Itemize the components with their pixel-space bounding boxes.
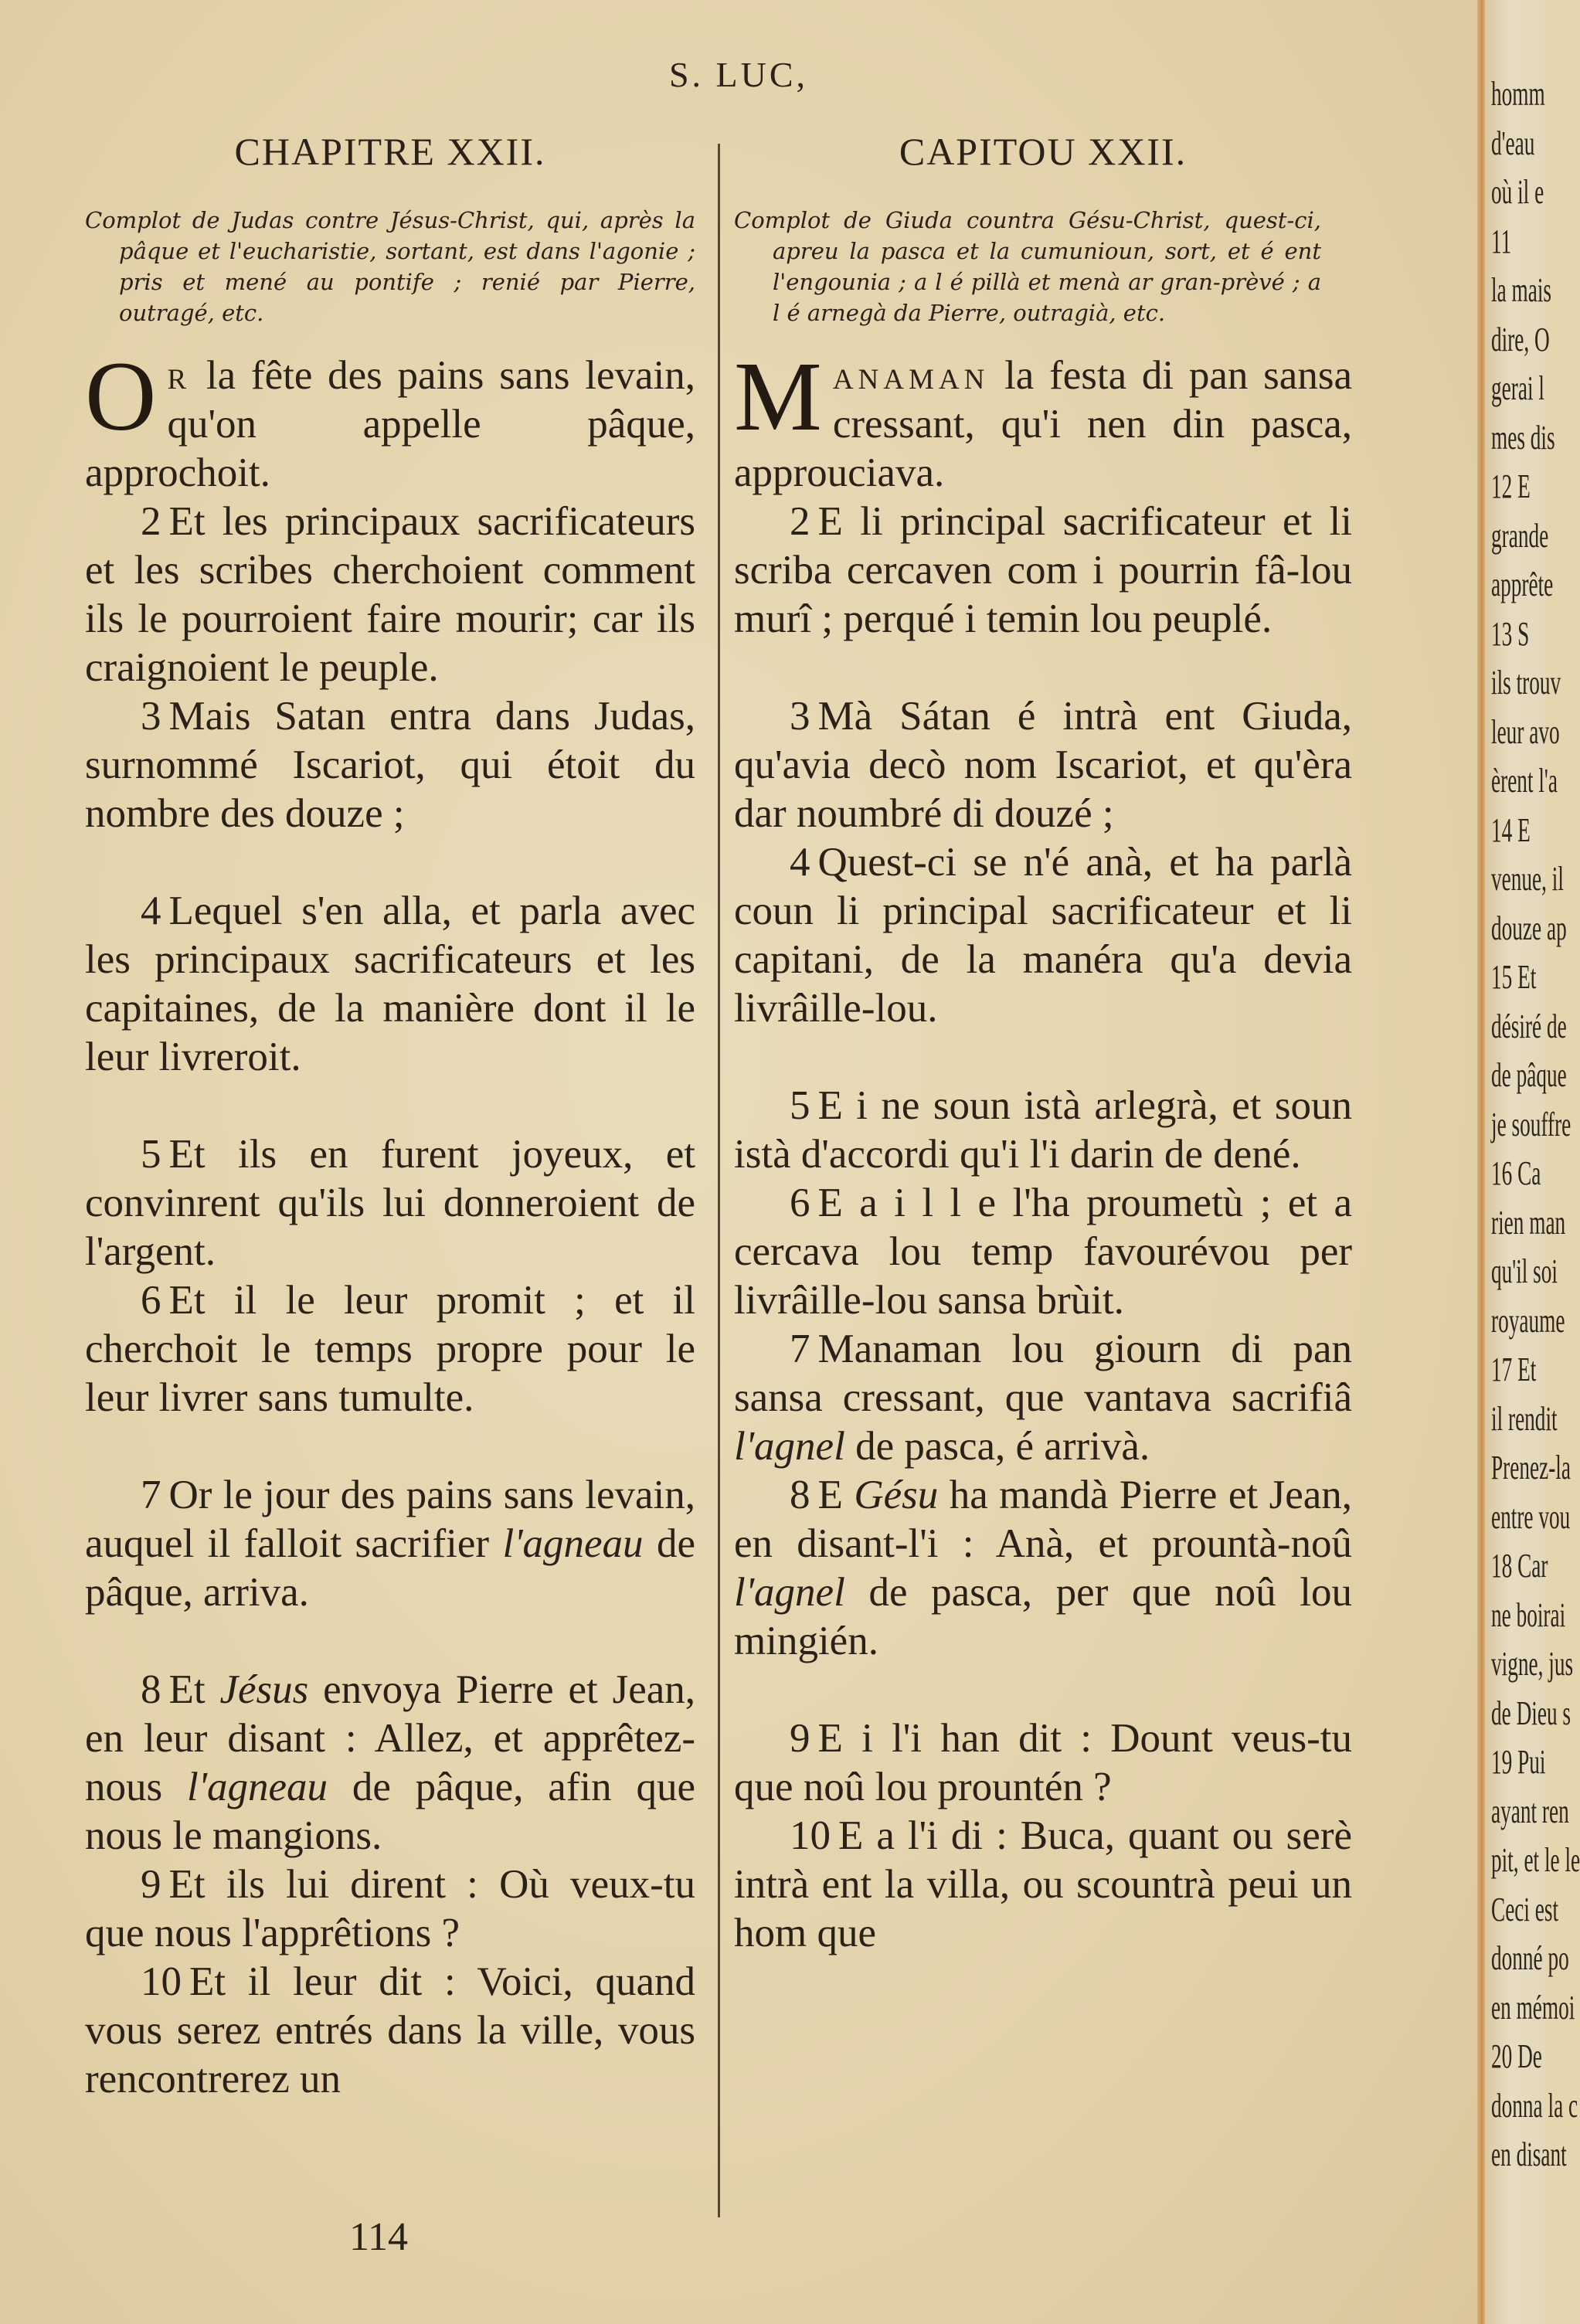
adjacent-line: 14 E [1491,810,1531,849]
adjacent-line: 16 Ca [1491,1154,1541,1192]
adjacent-line: je souffre [1491,1105,1572,1143]
verse-text: E a l'i di : Buca, quant ou serè intrà ent la villa, ou scountrà peui un hom que [734,1813,1352,1955]
adjacent-line: 11 [1491,222,1512,260]
chapter-summary-french: Complot de Judas contre Jésus-Christ, qui, après la pâque et l'eucharistie, sortant, est dans l'agonie ; pris et mené au pontife ; renié par Pierre, outragé, etc. [85,207,695,326]
adjacent-line: mes dis [1491,418,1555,457]
verse-number: 3 [790,694,810,739]
small-caps-lead: r [167,353,192,398]
adjacent-line: douze ap [1491,909,1567,947]
verse-text: E i ne soun istà arlegrà, et soun istà d'accordi qu'i l'i darin de dené. [734,1083,1352,1177]
verse-text: la festa di pan sansa cressant, qu'i nen din pasca, approuciava. [734,353,1352,495]
adjacent-line: ne boirai [1491,1595,1566,1634]
verse-text: de pasca, é arrivà. [844,1424,1150,1469]
verse-text: envoya Pierre et Jean, en leur disant : Allez, et apprêtez-nous [85,1667,695,1809]
adjacent-line: où il e [1491,173,1544,211]
adjacent-line: leur avo [1491,712,1560,751]
verse-list-french [85,498,695,2104]
verse-number: 3 [141,694,161,739]
adjacent-line: entre vou [1491,1497,1571,1536]
column-divider [718,144,720,2217]
verse-number: 7 [790,1327,810,1371]
adjacent-line: èrent l'a [1491,762,1558,800]
adjacent-line: la mais [1491,271,1552,309]
adjacent-line: d'eau [1491,124,1535,162]
verse-3 [85,692,695,838]
verse-1-nicard [734,341,1352,498]
adjacent-line: Ceci est [1491,1890,1559,1928]
verse-text: Mais Satan entra dans Judas, surnommé Iscariot, qui étoit du nombre des douze ; [85,694,695,836]
italic-term: l'agnel [734,1570,845,1615]
adjacent-line: 20 De [1491,2037,1542,2075]
adjacent-line: vigne, jus [1491,1645,1574,1683]
verse-text: Mà Sátan é intrà ent Giuda, qu'avia decò nom Iscariot, et qu'èra dar noumbré di douzé ; [734,694,1352,836]
verse-7 [734,1325,1352,1471]
chapter-title-french: CHAPITRE XXII. [234,130,546,173]
verse-text: Et ils en furent joyeux, et convinrent qu'ils lui donneroient de l'argent. [85,1132,695,1274]
verse-2 [85,498,695,692]
verse-text: ha mandà Pierre et Jean, en disant-l'i : Anà, et prountà-noû [734,1473,1352,1566]
adjacent-line: royaume [1491,1301,1565,1340]
adjacent-page-lines [1491,70,1580,2180]
italic-term: Jésus [219,1667,309,1712]
verse-text: E [817,1473,855,1517]
adjacent-line: de pâque [1491,1056,1567,1094]
adjacent-line: de Dieu s [1491,1694,1572,1732]
adjacent-line: donna la c [1491,2086,1578,2125]
adjacent-line: rien man [1491,1203,1566,1242]
verse-text: Manaman lou giourn di pan sansa cressant, que vantava sacrifiâ [734,1327,1352,1420]
adjacent-page-fragment [1485,0,1580,2324]
italic-term: l'agnel [734,1424,845,1469]
adjacent-line: venue, il [1491,860,1564,898]
verse-6 [85,1276,695,1422]
chapter-summary-nicard: Complot de Giuda countra Gésu-Christ, quest-ci, apreu la pasca et la cumunioun, sort, et é ent l'engounia ; a l é pillà et menà ar gran-prèvé ; a l é arnegà da Pierre, outragià, etc. [734,207,1321,326]
verse-text: Lequel s'en alla, et parla avec les principaux sacrificateurs et les capitaines, de la manière dont il le leur livreroit. [85,888,695,1079]
drop-cap: O [85,341,157,451]
verse-text: E i l'i han dit : Dount veus-tu que noû lou prountén ? [734,1716,1352,1809]
adjacent-line: en mémoi [1491,1988,1575,2027]
verse-text: E li principal sacrificateur et li scriba cercaven com i pourrin fâ-lou murî ; perqué i temin lou peuplé. [734,499,1352,641]
verse-number: 4 [141,888,161,933]
verse-text: Quest-ci se n'é anà, et ha parlà coun li principal sacrificateur et li capitani, de la manéra qu'a devia livrâille-lou. [734,840,1352,1031]
small-caps-lead: anaman [832,353,990,398]
adjacent-line: qu'il soi [1491,1252,1558,1290]
verse-10 [85,1958,695,2104]
verse-text: la fête des pains sans levain, qu'on appelle pâque, approchoit. [85,353,695,495]
verse-text: Et [168,1667,220,1712]
verse-9 [85,1860,695,1958]
verse-text: de pâque, arriva. [85,1521,695,1615]
drop-cap: M [734,341,822,451]
adjacent-line: 17 Et [1491,1351,1537,1388]
verse-number: 10 [790,1813,831,1858]
adjacent-line: il rendit [1491,1399,1558,1438]
adjacent-line: ayant ren [1491,1792,1569,1830]
adjacent-line: 15 Et [1491,958,1537,996]
verse-text: de pasca, per que noû lou mingién. [734,1570,1352,1663]
verse-number: 6 [790,1181,810,1225]
verse-number: 7 [141,1473,161,1517]
page-number: 114 [348,2215,409,2259]
verse-4 [85,887,695,1082]
verse-text: Or le jour des pains sans levain, auquel il falloit sacrifier [85,1473,695,1566]
adjacent-line: désiré de [1491,1007,1567,1045]
verse-text: Et les principaux sacrificateurs et les scribes cherchoient comment ils le pourroient faire mourir; car ils craignoient le peuple. [85,499,695,690]
verse-8 [85,1666,695,1860]
verse-text: Et il le leur promit ; et il cherchoit le temps propre pour le leur livrer sans tumulte. [85,1278,695,1420]
adjacent-line: pit, et le le [1491,1841,1580,1879]
verse-text: Et ils lui dirent : Où veux-tu que nous l'apprêtions ? [85,1862,695,1955]
adjacent-line: 13 S [1491,614,1530,653]
adjacent-line: homm [1491,75,1545,113]
page-gutter-edge [1477,0,1485,2324]
verse-number: 2 [790,499,810,544]
verse-2 [734,498,1352,644]
verse-number: 8 [790,1473,810,1517]
chapter-title-nicard: CAPITOU XXII. [899,130,1188,173]
italic-term: l'agneau [186,1765,328,1809]
verse-number: 2 [141,499,161,544]
adjacent-line: en disant [1491,2135,1567,2173]
adjacent-line: apprête [1491,566,1554,603]
adjacent-line: 12 E [1491,467,1531,505]
verse-number: 9 [141,1862,161,1907]
running-head: S. LUC, [668,55,809,94]
adjacent-line: donné po [1491,1939,1569,1977]
verse-8 [734,1471,1352,1666]
adjacent-line: Prenez-la [1491,1449,1571,1486]
verse-number: 5 [790,1083,810,1128]
adjacent-line: 19 Pui [1491,1743,1546,1781]
verse-1-french [85,341,695,498]
verse-number: 4 [790,840,810,885]
verse-number: 10 [141,1959,182,2004]
verse-number: 8 [141,1667,161,1712]
adjacent-line: dire, O [1491,320,1550,358]
verse-7 [85,1471,695,1617]
verse-number: 5 [141,1132,161,1177]
verse-9 [734,1714,1352,1812]
verse-number: 9 [790,1716,810,1761]
adjacent-line: grande [1491,516,1549,555]
verse-text: Et il leur dit : Voici, quand vous serez entrés dans la ville, vous rencontrerez un [85,1959,695,2101]
adjacent-line: 18 Car [1491,1547,1548,1585]
adjacent-line: ils trouv [1491,664,1561,702]
verse-10 [734,1812,1352,1958]
verse-text: E a i l l e l'ha proumetù ; et a cercava lou temp favourévou per livrâille-lou sansa brùit. [734,1181,1352,1323]
verse-4 [734,838,1352,1033]
verse-5 [734,1082,1352,1179]
nicard-column [734,127,1352,1958]
italic-term: Gésu [854,1473,939,1517]
french-column [85,127,695,2104]
italic-term: l'agneau [502,1521,644,1566]
verse-6 [734,1179,1352,1325]
verse-number: 6 [141,1278,161,1323]
verse-3 [734,692,1352,838]
adjacent-line: gerai l [1491,369,1544,407]
verse-text: de pâque, afin que nous le mangions. [85,1765,695,1858]
verse-5 [85,1130,695,1276]
verse-list-nicard [734,498,1352,1958]
